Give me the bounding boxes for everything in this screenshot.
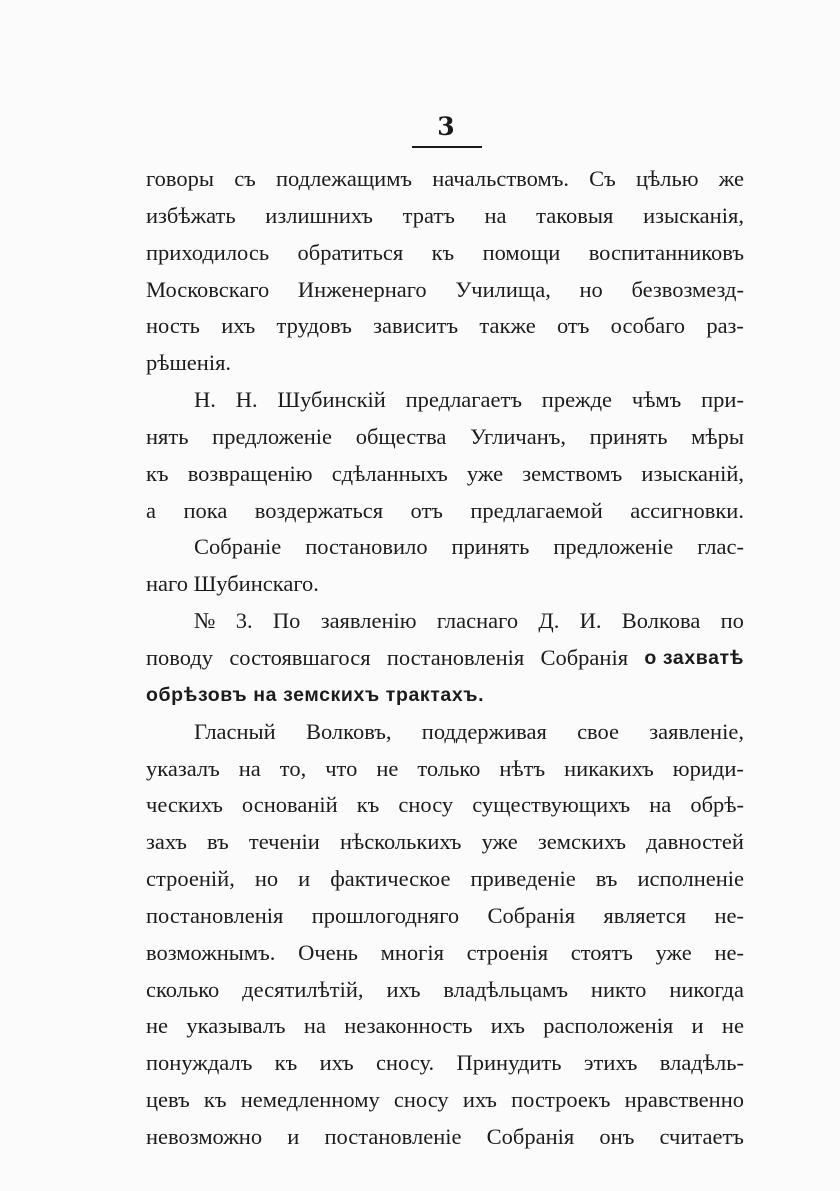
word: поводу — [146, 644, 214, 670]
word: Шубинскаго. — [193, 571, 319, 597]
word: давностей — [646, 829, 744, 855]
word: исполненіе — [637, 866, 744, 892]
word: заявленію — [320, 608, 417, 634]
word: рѣшенія. — [146, 350, 232, 376]
text-line — [146, 419, 744, 456]
word: Инженернаго — [297, 276, 427, 302]
word: избѣжать — [146, 202, 236, 228]
word: Очень — [298, 939, 358, 965]
word: постановило — [305, 534, 428, 560]
word: и — [287, 1123, 300, 1149]
word: обрѣ- — [690, 792, 744, 818]
word: теченіи — [248, 829, 320, 855]
word: на — [303, 1013, 326, 1039]
word: Собранія — [540, 644, 629, 670]
word: общества — [355, 423, 447, 449]
word: обрѣзовъ — [146, 683, 248, 706]
word: къ — [431, 239, 455, 265]
word: на — [238, 755, 261, 781]
body-text — [146, 161, 744, 1156]
word: владѣльцамъ — [443, 976, 569, 1002]
word: прошлогодняго — [311, 902, 460, 928]
word: принять — [451, 534, 530, 560]
word: никогда — [669, 976, 744, 1002]
word: помощи — [482, 239, 561, 265]
word: ность — [146, 313, 200, 339]
word: невозможно — [146, 1123, 263, 1149]
word: не — [376, 755, 399, 781]
word: Собранія — [486, 1123, 575, 1149]
word: только — [417, 755, 481, 781]
word: принять — [589, 423, 668, 449]
word: отъ — [410, 497, 443, 523]
word: на — [484, 202, 507, 228]
word: Училища, — [455, 276, 551, 302]
word: нѣсколькихъ — [339, 829, 462, 855]
word: возможнымъ. — [146, 939, 276, 965]
word: заявленіе, — [649, 718, 744, 744]
text-line — [146, 529, 744, 566]
word: не- — [714, 902, 744, 928]
word: стоятъ — [570, 939, 633, 965]
word: отъ — [556, 313, 590, 339]
word: владѣль- — [659, 1050, 744, 1076]
text-line — [146, 235, 744, 272]
word: уже — [655, 939, 692, 965]
word: изысканій, — [641, 460, 744, 486]
word: онъ — [599, 1123, 635, 1149]
word: основаній — [241, 792, 338, 818]
word: Угличанъ, — [470, 423, 566, 449]
word: не- — [714, 939, 744, 965]
text-line — [146, 603, 744, 640]
text-line — [146, 898, 744, 935]
word: при- — [701, 387, 744, 413]
text-line — [146, 714, 744, 751]
text-line — [146, 1119, 744, 1156]
word: прежде — [541, 387, 613, 413]
word: Собранія — [487, 902, 576, 928]
word: десятилѣтій, — [242, 976, 364, 1002]
word: наго — [146, 571, 188, 597]
text-line — [146, 1008, 744, 1045]
word: земствомъ — [522, 460, 623, 486]
word: то, — [279, 755, 307, 781]
word: И. — [579, 608, 602, 634]
word: захъ — [146, 829, 187, 855]
word: ихъ — [462, 1087, 497, 1113]
word: не — [146, 1013, 169, 1039]
word: понуждалъ — [146, 1050, 253, 1076]
text-line — [146, 824, 744, 861]
word: глас- — [697, 534, 744, 560]
page-number-rule — [412, 146, 482, 148]
word: указалъ — [146, 755, 220, 781]
word: но — [579, 276, 603, 302]
word: земскихъ — [537, 829, 627, 855]
text-line — [146, 308, 744, 345]
word: съ — [234, 166, 256, 191]
word: фактическое — [330, 866, 451, 892]
text-line — [146, 382, 744, 419]
word: юриди- — [672, 755, 744, 781]
word: уже — [481, 829, 518, 855]
word: также — [479, 313, 536, 339]
word: воспитанниковъ — [588, 239, 744, 265]
text-line — [146, 972, 744, 1009]
word: къ — [274, 1050, 298, 1076]
word: ческихъ — [146, 792, 223, 818]
word: является — [603, 902, 687, 928]
word: приходилось — [146, 239, 270, 265]
word: и — [691, 1013, 704, 1039]
word: ихъ — [386, 976, 421, 1002]
word: не — [721, 1013, 744, 1039]
text-line — [146, 456, 744, 493]
word: ихъ — [490, 1013, 525, 1039]
word: № — [194, 608, 216, 634]
word: 3. — [235, 608, 253, 634]
word: сдѣланныхъ — [331, 460, 448, 486]
word: существующихъ — [472, 792, 631, 818]
word: же — [718, 166, 744, 191]
word: изысканія, — [643, 202, 744, 228]
word: земскихъ — [283, 683, 380, 706]
word: постановленія — [386, 644, 525, 670]
word: поддерживая — [421, 718, 547, 744]
word: незаконность — [344, 1013, 473, 1039]
text-line — [146, 161, 744, 198]
text-line — [146, 677, 744, 714]
word: подлежащимъ — [275, 166, 413, 191]
word: состоявшагося — [229, 644, 371, 670]
word: гласнаго — [436, 608, 519, 634]
word: расположенія — [543, 1013, 674, 1039]
text-line — [146, 640, 744, 677]
word: говоры — [146, 166, 215, 191]
word: обратиться — [297, 239, 404, 265]
word: нравственно — [624, 1087, 744, 1113]
word: постановленія — [146, 902, 284, 928]
word: Волкова — [621, 608, 701, 634]
word: постановленіе — [324, 1123, 462, 1149]
word: приведеніе — [470, 866, 576, 892]
word: трудовъ — [276, 313, 352, 339]
word: нѣтъ — [499, 755, 546, 781]
word: воздержаться — [254, 497, 384, 523]
text-line — [146, 935, 744, 972]
word: сколько — [146, 976, 220, 1002]
text-line — [146, 493, 744, 530]
word: трактахъ. — [385, 683, 485, 706]
text-line — [146, 861, 744, 898]
word: никакихъ — [564, 755, 654, 781]
word: и — [298, 866, 311, 892]
word: раз- — [706, 313, 744, 339]
text-line — [146, 345, 744, 382]
word: чѣмъ — [631, 387, 682, 413]
word: По — [272, 608, 301, 634]
word: въ — [207, 829, 229, 855]
word: многія — [380, 939, 444, 965]
word: по — [720, 608, 744, 634]
text-line — [146, 1082, 744, 1119]
word: но — [254, 866, 279, 892]
word: уже — [466, 460, 504, 486]
word: цѣлью — [635, 166, 699, 191]
word: таковыя — [536, 202, 614, 228]
word: начальствомъ. — [432, 166, 569, 191]
word: ассигновки. — [630, 497, 744, 523]
word: предложеніе — [553, 534, 674, 560]
text-line — [146, 198, 744, 235]
word: сносу — [398, 792, 454, 818]
text-line — [146, 787, 744, 824]
word: нять — [146, 423, 189, 449]
word: свое — [577, 718, 620, 744]
word: зависитъ — [373, 313, 459, 339]
word: Собраніе — [194, 534, 282, 560]
text-line — [146, 751, 744, 788]
word: сносу — [393, 1087, 449, 1113]
word: Съ — [589, 166, 616, 191]
word: ихъ — [221, 313, 256, 339]
word: сносу. — [376, 1050, 435, 1076]
word: предлагаемой — [470, 497, 603, 523]
word: на — [649, 792, 672, 818]
word: тратъ — [402, 202, 455, 228]
word: излишнихъ — [265, 202, 373, 228]
text-line — [146, 1045, 744, 1082]
word: указывалъ — [186, 1013, 286, 1039]
word: мѣры — [691, 423, 744, 449]
word: Принудить — [456, 1050, 562, 1076]
word: къ — [146, 460, 169, 486]
word: безвозмезд- — [631, 276, 744, 302]
word: построекъ — [511, 1087, 611, 1113]
word: пока — [183, 497, 228, 523]
word: никто — [590, 976, 647, 1002]
page-number: 3 — [437, 112, 455, 141]
word: Д. — [538, 608, 560, 634]
word: а — [146, 497, 156, 523]
word: Московскаго — [146, 276, 270, 302]
word: считаетъ — [659, 1123, 744, 1149]
text-line — [146, 566, 744, 603]
word: Н. — [235, 387, 258, 413]
word: Волковъ, — [305, 718, 392, 744]
word: возвращенію — [187, 460, 313, 486]
word: предложеніе — [212, 423, 333, 449]
word: въ — [595, 866, 618, 892]
word: Гласный — [194, 718, 276, 744]
word: о захватѣ — [644, 646, 744, 669]
word: Н. — [194, 387, 216, 413]
word: ихъ — [319, 1050, 354, 1076]
word: къ — [203, 1087, 227, 1113]
word: Шубинскій — [277, 387, 386, 413]
word: этихъ — [583, 1050, 638, 1076]
word: строеній, — [146, 866, 235, 892]
word: цевъ — [146, 1087, 190, 1113]
word: къ — [356, 792, 380, 818]
word: строенія — [466, 939, 549, 965]
word: предлагаетъ — [405, 387, 522, 413]
word: немедленному — [240, 1087, 380, 1113]
text-line — [146, 272, 744, 309]
word: на — [253, 683, 278, 706]
word: что — [325, 755, 358, 781]
word: особаго — [610, 313, 686, 339]
